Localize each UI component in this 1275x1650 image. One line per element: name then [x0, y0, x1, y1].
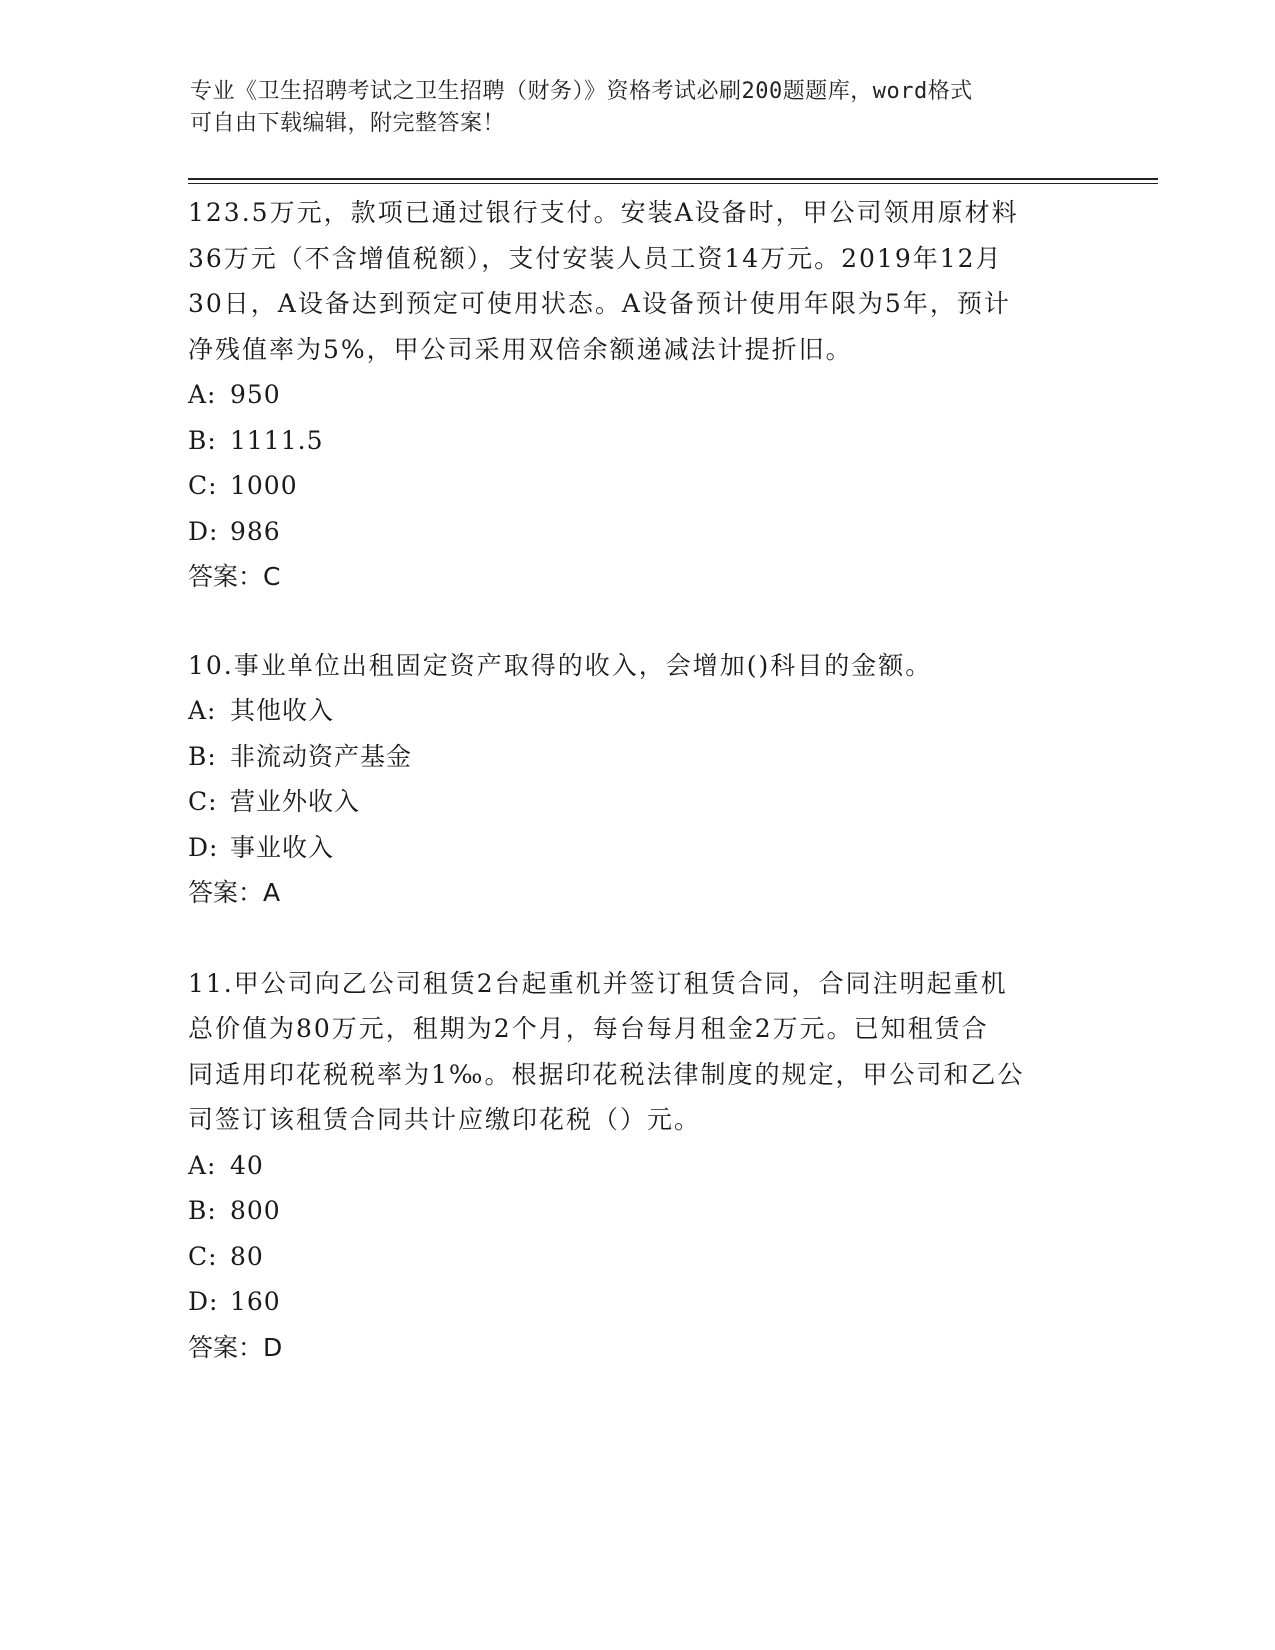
option-key: C:: [188, 1241, 218, 1271]
option-text: 800: [230, 1196, 281, 1225]
option-key: D:: [188, 832, 219, 862]
question-text-line: 总价值为80万元，租期为2个月，每台每月租金2万元。已知租赁合: [188, 1014, 989, 1043]
option-c: [188, 1234, 1088, 1280]
question-text-line: 10.事业单位出租固定资产取得的收入，会增加()科目的金额。: [188, 650, 933, 680]
option-text: 950: [230, 380, 281, 409]
header-divider-thick: [188, 178, 1158, 180]
option-key: B:: [188, 741, 217, 771]
document-body: [188, 190, 1088, 1370]
option-a: [188, 1143, 1088, 1189]
question-11: [188, 961, 1088, 1371]
option-text: 营业外收入: [230, 787, 361, 816]
question-text-line: 11.甲公司向乙公司租赁2台起重机并签订租赁合同，合同注明起重机: [188, 968, 1008, 998]
answer: 答案：A: [188, 878, 281, 907]
question-10: [188, 643, 1088, 916]
option-text: 事业收入: [230, 832, 335, 862]
option-key: C:: [188, 471, 218, 500]
option-text: 非流动资产基金: [230, 741, 413, 771]
header-line-2: 可自由下载编辑，附完整答案！: [190, 111, 506, 136]
question-text-line: 123.5万元，款项已通过银行支付。安装A设备时，甲公司领用原材料: [188, 198, 1019, 227]
document-header: [190, 76, 1070, 140]
option-key: B:: [188, 425, 217, 455]
option-d: [188, 509, 1088, 555]
question-text-line: 司签订该租赁合同共计应缴印花税（）元。: [188, 1105, 702, 1134]
question-9: [188, 190, 1088, 600]
option-key: D:: [188, 516, 219, 546]
option-b: [188, 418, 1088, 464]
option-text: 1000: [230, 471, 298, 500]
option-text: 1111.5: [230, 425, 324, 455]
option-text: 其他收入: [230, 696, 335, 725]
spacer: [188, 600, 1088, 643]
option-key: C:: [188, 787, 218, 816]
option-b: [188, 1188, 1088, 1234]
header-divider-thin: [188, 183, 1158, 184]
option-key: A:: [188, 1150, 217, 1180]
option-key: A:: [188, 696, 217, 725]
option-d: [188, 1279, 1088, 1325]
question-text-line: 同适用印花税税率为1‰。根据印花税法律制度的规定，甲公司和乙公: [188, 1059, 1025, 1089]
option-b: [188, 734, 1088, 780]
option-text: 986: [230, 516, 281, 546]
option-a: [188, 372, 1088, 418]
question-text-line: 36万元（不含增值税额），支付安装人员工资14万元。2019年12月: [188, 243, 1003, 273]
option-key: A:: [188, 380, 217, 409]
option-key: B:: [188, 1196, 217, 1225]
option-text: 80: [230, 1241, 264, 1271]
option-c: [188, 779, 1088, 825]
header-line-1: 专业《卫生招聘考试之卫生招聘（财务）》资格考试必刷200题题库，word格式: [190, 79, 973, 104]
question-text-line: 净残值率为5%，甲公司采用双倍余额递减法计提折旧。: [188, 334, 853, 364]
option-text: 40: [230, 1150, 264, 1180]
option-text: 160: [230, 1287, 281, 1316]
answer: 答案：C: [188, 562, 281, 591]
question-text-line: 30日，A设备达到预定可使用状态。A设备预计使用年限为5年，预计: [188, 289, 1011, 318]
answer: 答案：D: [188, 1332, 283, 1362]
spacer: [188, 916, 1088, 961]
option-c: [188, 463, 1088, 509]
option-d: [188, 825, 1088, 871]
option-a: [188, 688, 1088, 734]
option-key: D:: [188, 1287, 219, 1316]
